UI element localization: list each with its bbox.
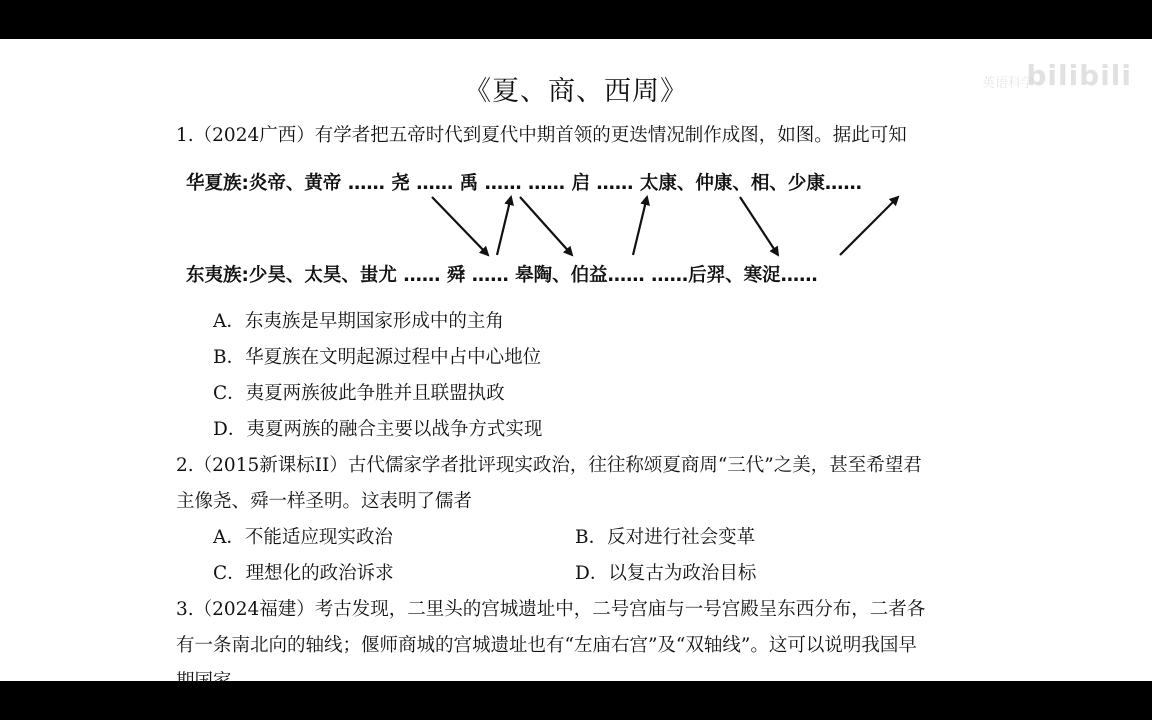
huaxia-line: 华夏族:炎帝、黄帝 …… 尧 …… 禹 …… …… 启 …… 太康、仲康、相、少康…… (186, 173, 862, 194)
q3-stem-line2: 有一条南北向的轴线；偃师商城的宫城遗址也有“左庙右宫”及“双轴线”。这可以说明我国早 (176, 635, 917, 656)
arrow-yao-to-shun (432, 197, 488, 255)
arrow-yu-to-gaoyao (520, 197, 572, 255)
page-title: 《夏、商、西周》 (464, 76, 688, 107)
arrow-taikang-to-houyi (740, 197, 778, 255)
succession-diagram (180, 159, 1000, 299)
q2-option-b: B．反对进行社会变革 (575, 527, 756, 548)
arrow-boyi-to-qi (633, 197, 647, 255)
q2-option-a: A．不能适应现实政治 (213, 527, 393, 548)
q1-option-c: C．夷夏两族彼此争胜并且联盟执政 (213, 383, 505, 404)
q1-stem: 1.（2024广西）有学者把五帝时代到夏代中期首领的更迭情况制作成图，如图。据此可知 (176, 125, 907, 146)
bilibili-watermark: bilibili (1026, 59, 1132, 92)
q2-stem-line1: 2.（2015新课标II）古代儒家学者批评现实政治，往往称颂夏商周“三代”之美，甚至希望君 (176, 455, 922, 476)
succession-arrows (180, 159, 1000, 299)
q3-stem-line1: 3.（2024福建）考古发现，二里头的宫城遗址中，二号宫庙与一号宫殿呈东西分布，二者各 (176, 599, 926, 620)
q2-option-c: C．理想化的政治诉求 (213, 563, 394, 584)
watermark-caption: 英语科学 (981, 76, 1034, 91)
q2-option-d: D．以复古为政治目标 (575, 563, 757, 584)
q1-option-d: D．夷夏两族的融合主要以战争方式实现 (213, 419, 543, 440)
q2-stem-line2: 主像尧、舜一样圣明。这表明了儒者 (176, 491, 473, 512)
letterbox-top (0, 0, 1152, 39)
arrow-shun-to-yu (497, 197, 511, 255)
document-page (0, 39, 1152, 681)
arrow-hanzhuo-to-shaokang (840, 197, 898, 255)
letterbox-bottom (0, 681, 1152, 720)
q1-option-a: A．东夷族是早期国家形成中的主角 (213, 311, 504, 332)
dongyi-line: 东夷族:少昊、太昊、蚩尤 …… 舜 …… 皋陶、伯益…… ……后羿、寒浞…… (186, 265, 818, 286)
q1-option-b: B．华夏族在文明起源过程中占中心地位 (213, 347, 542, 368)
